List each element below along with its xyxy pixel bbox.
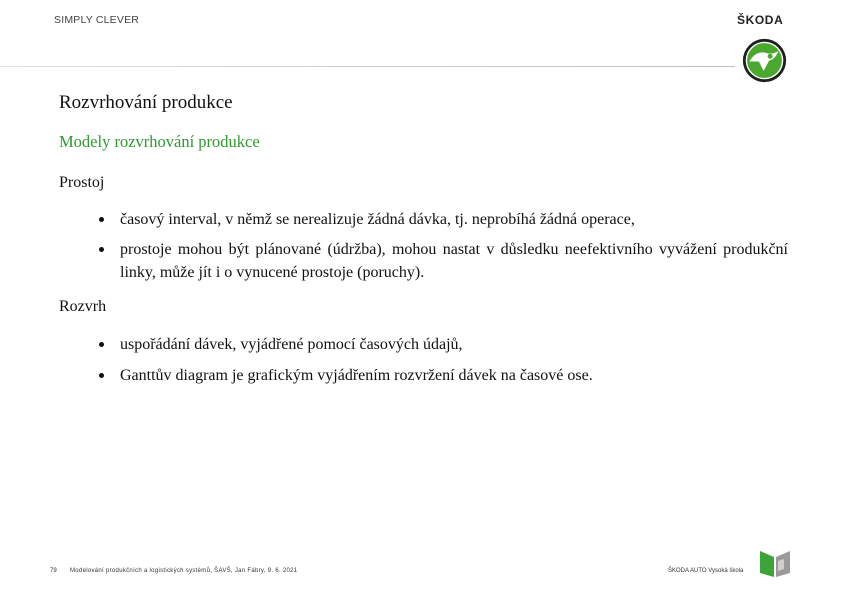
bullet-icon xyxy=(96,364,120,387)
section-heading-prostoj: Prostoj xyxy=(59,174,105,191)
slide-subtitle: Modely rozvrhování produkce xyxy=(59,132,260,151)
list-item-text: Ganttův diagram je grafickým vyjádřením rozvržení dávek na časové ose. xyxy=(120,367,593,384)
list-item-text: časový interval, v němž se nerealizuje žádná dávka, tj. neprobíhá žádná operace, xyxy=(120,211,635,228)
footer-brand: ŠKODA AUTO Vysoká škola xyxy=(668,568,744,574)
header-divider xyxy=(0,66,735,67)
skoda-winged-arrow-icon xyxy=(741,37,788,84)
list-item xyxy=(96,238,788,284)
page-number: 79 xyxy=(50,568,57,574)
brand-name: ŠKODA xyxy=(737,13,784,27)
bullet-icon xyxy=(96,238,120,284)
section-heading-rozvrh: Rozvrh xyxy=(59,298,107,315)
tagline: SIMPLY CLEVER xyxy=(54,14,140,26)
list-item xyxy=(96,333,788,356)
slide-title: Rozvrhování produkce xyxy=(59,92,233,113)
footer-text: Modelování produkčních a logistických systémů, ŠAVŠ, Jan Fábry, 9. 6. 2021 xyxy=(70,568,298,574)
bullet-icon xyxy=(96,333,120,356)
skoda-auto-university-flag-icon xyxy=(758,549,792,581)
list-item xyxy=(96,364,788,387)
list-item xyxy=(96,208,788,231)
list-item-text: prostoje mohou být plánované (údržba), mohou nastat v důsledku neefektivního vyvážení produkční linky, může jít i o vynucené prostoje (poruchy). xyxy=(120,241,788,281)
list-item-text: uspořádání dávek, vyjádřené pomocí časových údajů, xyxy=(120,336,463,353)
bullet-icon xyxy=(96,208,120,231)
